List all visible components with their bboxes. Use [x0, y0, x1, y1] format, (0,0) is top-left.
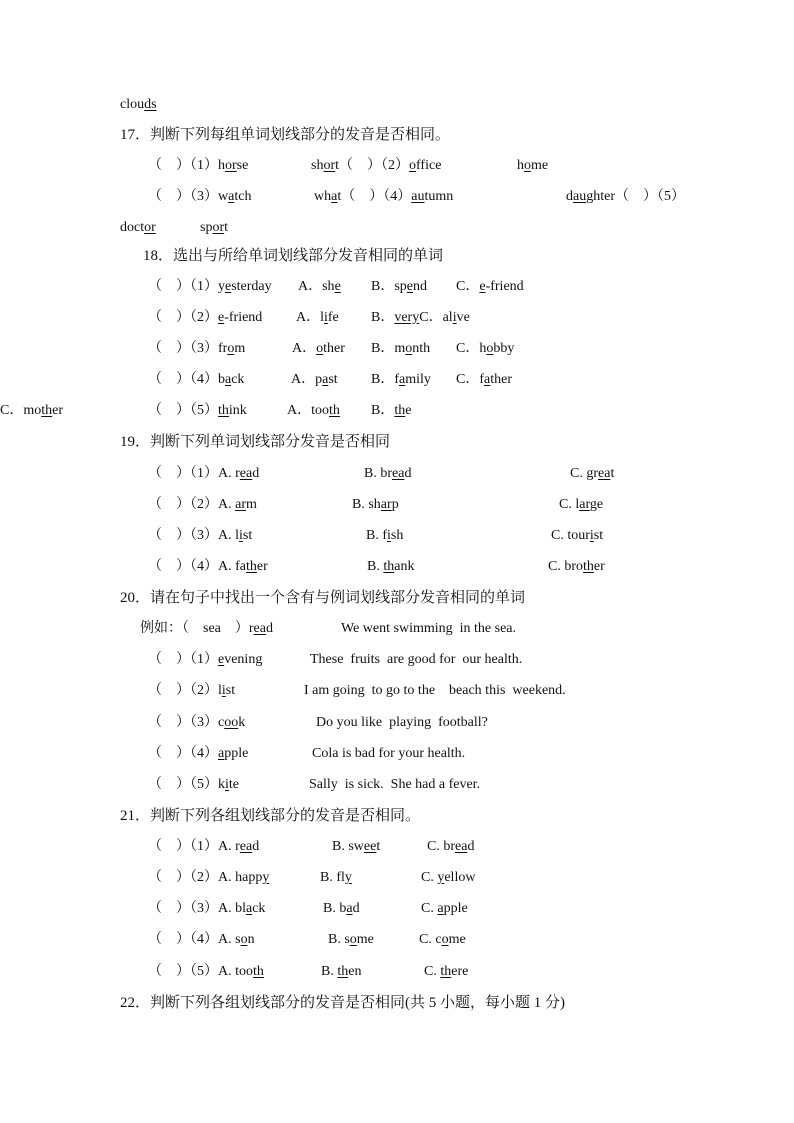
underlined-part: or	[225, 158, 237, 173]
text-part: （ ）（2）A.	[148, 497, 236, 512]
underlined-part: i	[221, 683, 226, 698]
text-part: w	[218, 189, 229, 204]
text-part: C.	[424, 964, 441, 979]
text-part: p	[391, 497, 399, 512]
option-2	[419, 930, 466, 950]
option-1	[321, 962, 361, 982]
option-2	[371, 370, 431, 390]
text-part: （ ）（4）	[148, 746, 218, 761]
text-part: （ ）（1）	[148, 652, 218, 667]
option-1	[341, 619, 516, 639]
text-part: （ ）（5）A. too	[148, 964, 253, 979]
underlined-part: th	[218, 403, 229, 418]
text-part: 19．判断下列单词划线部分发音是否相同	[120, 434, 391, 450]
line-lead	[148, 370, 244, 390]
text-part: pple	[443, 901, 468, 916]
underlined-part: th	[329, 403, 340, 418]
underlined-part: ar	[380, 497, 392, 512]
underlined-part: i	[589, 528, 594, 543]
option-2	[559, 495, 603, 515]
underlined-part: ea	[598, 466, 611, 481]
text-part: （ ）（4）A. s	[148, 932, 241, 947]
text-part: C．	[456, 279, 480, 294]
option-1	[296, 308, 339, 328]
underlined-part: oo	[224, 715, 239, 730]
text-part: ther	[490, 372, 512, 387]
text-part: ffice	[416, 158, 442, 173]
underlined-part: very	[394, 310, 420, 325]
text-part: d	[265, 621, 273, 636]
option-1	[316, 713, 488, 733]
text-part: ther	[323, 341, 345, 356]
text-part: Cola is bad for your health.	[312, 746, 466, 761]
underlined-part: a	[225, 372, 232, 387]
option-1	[364, 464, 411, 484]
underlined-part: ee	[363, 839, 377, 854]
text-part: C．h	[456, 341, 487, 356]
underlined-part: i	[324, 310, 328, 325]
text-part: C．mo	[0, 403, 42, 418]
line-lead	[148, 277, 272, 297]
text-part: These fruits are good for our health.	[310, 652, 523, 667]
text-part: C.	[421, 870, 438, 885]
underlined-part: e	[406, 279, 414, 294]
text-part: （ ）（5）	[614, 189, 685, 204]
text-part: C. c	[419, 932, 442, 947]
underlined-part: th	[383, 559, 395, 574]
underlined-part: a	[437, 901, 444, 916]
underlined-part: th	[246, 559, 257, 574]
underlined-part: ds	[144, 97, 157, 112]
text-part: ank	[394, 559, 415, 574]
text-part: d	[566, 189, 573, 204]
line-lead	[140, 619, 273, 639]
text-part: h	[517, 158, 524, 173]
text-part: t	[337, 189, 342, 204]
text-part: y	[218, 279, 225, 294]
text-part: 17．判断下列每组单词划线部分的发音是否相同。	[120, 127, 451, 143]
text-part: vening	[224, 652, 263, 667]
text-part: ck	[231, 372, 245, 387]
option-1	[298, 277, 341, 297]
line-lead	[148, 557, 268, 577]
line-lead	[148, 495, 257, 515]
text-part: h	[218, 158, 225, 173]
option-1	[310, 650, 522, 670]
underlined-part: or	[144, 220, 156, 235]
text-part: （ ）（5）	[148, 403, 218, 418]
underlined-part: th	[41, 403, 53, 418]
underlined-part: a	[218, 746, 225, 761]
option-1	[200, 218, 228, 238]
text-part: （ ）（1）	[148, 279, 218, 294]
text-part: （ ）（2）	[148, 310, 218, 325]
text-part: -friend	[224, 310, 263, 325]
text-part: A．too	[287, 403, 329, 418]
text-part: B．f	[371, 372, 399, 387]
text-part: B. sw	[332, 839, 364, 854]
text-part: ge	[589, 497, 604, 512]
option-2	[517, 156, 548, 176]
text-part: ellow	[444, 870, 476, 885]
text-part: （ ）（3）A. l	[148, 528, 239, 543]
underlined-part: ar	[579, 497, 590, 512]
text-part: C. tour	[551, 528, 590, 543]
text-part: d	[252, 839, 260, 854]
underlined-part: o	[441, 932, 449, 947]
option-2	[548, 557, 605, 577]
underlined-part: th	[253, 964, 264, 979]
text-part: t	[376, 839, 381, 854]
line-lead	[120, 218, 156, 238]
line-lead	[148, 837, 259, 857]
line-lead	[120, 125, 450, 145]
text-part: B．	[371, 403, 395, 418]
text-part: 22．判断下列各组划线部分的发音是否相同(共 5 小题，每小题 1 分)	[120, 995, 565, 1011]
text-part: （ ）（2）A. happ	[148, 870, 263, 885]
option-2	[566, 187, 685, 207]
text-part: bby	[493, 341, 515, 356]
option-3	[456, 277, 524, 297]
underlined-part: a	[346, 901, 353, 916]
text-part: （ ）（3）A. bl	[148, 901, 246, 916]
underlined-part: o	[227, 341, 235, 356]
text-part: m	[246, 497, 257, 512]
text-part: ve	[456, 310, 470, 325]
option-2	[371, 339, 430, 359]
option-1	[367, 557, 414, 577]
option-2	[551, 526, 603, 546]
line-lead	[148, 744, 248, 764]
text-part: -friend	[485, 279, 524, 294]
option-2	[371, 308, 470, 328]
option-2	[371, 277, 427, 297]
option-1	[366, 526, 403, 546]
text-part: pple	[224, 746, 249, 761]
text-part: （ ）（2）	[339, 158, 410, 173]
underlined-part: a	[331, 189, 338, 204]
text-part: t	[610, 466, 615, 481]
text-part: B. f	[366, 528, 387, 543]
option-1	[323, 899, 360, 919]
underlined-part: a	[228, 189, 235, 204]
text-part: st	[242, 528, 253, 543]
underlined-part: o	[316, 341, 324, 356]
line-lead	[148, 650, 262, 670]
underlined-part: au	[411, 189, 425, 204]
text-part: B. s	[328, 932, 350, 947]
underlined-part: ar	[235, 497, 247, 512]
underlined-part: o	[405, 341, 413, 356]
text-part: 21．判断下列各组划线部分的发音是否相同。	[120, 808, 421, 824]
underlined-part: th	[394, 403, 406, 418]
text-part: sh	[390, 528, 404, 543]
text-part: d	[352, 901, 360, 916]
text-part: se	[236, 158, 249, 173]
option-2	[421, 899, 468, 919]
option-1	[312, 744, 465, 764]
text-part: B．sp	[371, 279, 407, 294]
option-3	[456, 339, 514, 359]
line-lead	[148, 187, 251, 207]
underlined-part: ea	[239, 466, 253, 481]
line-lead	[148, 930, 255, 950]
text-part: 例如：（ sea ）r	[140, 621, 254, 636]
line-lead	[148, 775, 239, 795]
text-part: t	[335, 158, 340, 173]
text-part: sh	[311, 158, 324, 173]
line-lead	[120, 588, 525, 608]
text-part: k	[238, 715, 246, 730]
text-part: Do you like playing football?	[316, 715, 488, 730]
text-part: er	[593, 559, 605, 574]
line-lead	[148, 339, 245, 359]
option-1	[304, 681, 566, 701]
text-part: m	[234, 341, 246, 356]
text-part: B．m	[371, 341, 406, 356]
line-lead	[148, 464, 259, 484]
option-1	[292, 339, 345, 359]
text-part: nd	[413, 279, 428, 294]
underlined-part: i	[239, 528, 243, 543]
text-part: st	[225, 683, 236, 698]
underlined-part: e	[218, 652, 225, 667]
option-2	[570, 464, 614, 484]
text-part: ck	[252, 901, 266, 916]
underlined-part: o	[240, 932, 248, 947]
text-part: en	[348, 964, 362, 979]
text-part: fe	[327, 310, 339, 325]
line-lead	[120, 432, 390, 452]
text-part: （ ）（1）A. r	[148, 839, 240, 854]
text-part: （ ）（1）A. r	[148, 466, 240, 481]
underlined-part: y	[344, 870, 352, 885]
underlined-part: au	[573, 189, 587, 204]
option-2	[424, 962, 468, 982]
underlined-part: y	[437, 870, 445, 885]
option-2	[427, 837, 474, 857]
option-3	[0, 401, 63, 421]
underlined-part: a	[484, 372, 491, 387]
underlined-part: o	[349, 932, 357, 947]
text-part: st	[328, 372, 338, 387]
line-lead	[120, 95, 157, 115]
text-part: （ ）（4）A. fa	[148, 559, 246, 574]
text-part: A．l	[296, 310, 324, 325]
text-part: nth	[412, 341, 431, 356]
text-part: B．	[371, 310, 395, 325]
text-part: （ ）（4）	[341, 189, 412, 204]
text-part: d	[252, 466, 260, 481]
option-1	[328, 930, 374, 950]
underlined-part: th	[440, 964, 452, 979]
text-part: C．f	[456, 372, 484, 387]
line-lead	[148, 401, 247, 421]
text-part: d	[404, 466, 412, 481]
text-part: ink	[228, 403, 247, 418]
text-part: B. b	[323, 901, 347, 916]
text-part: B. fl	[320, 870, 345, 885]
text-part: B. br	[364, 466, 392, 481]
underlined-part: i	[387, 528, 391, 543]
text-part: （ ）（4）	[148, 372, 218, 387]
text-part: wh	[314, 189, 332, 204]
text-part: tch	[234, 189, 252, 204]
text-part: tumn	[424, 189, 454, 204]
text-part: clou	[120, 97, 145, 112]
underlined-part: or	[323, 158, 336, 173]
text-part: sterday	[231, 279, 272, 294]
text-part: C．al	[419, 310, 453, 325]
option-1	[309, 775, 480, 795]
text-part: e	[405, 403, 412, 418]
underlined-part: ea	[239, 839, 253, 854]
line-lead	[148, 156, 248, 176]
text-part: Sally is sick. She had a fever.	[309, 777, 481, 792]
line-lead	[148, 868, 269, 888]
text-part: （ ）（5）k	[148, 777, 225, 792]
text-part: A．sh	[298, 279, 335, 294]
text-part: C. gr	[570, 466, 598, 481]
text-part: te	[228, 777, 239, 792]
option-1	[314, 187, 453, 207]
text-part: fr	[218, 341, 228, 356]
option-1	[291, 370, 338, 390]
underlined-part: y	[262, 870, 270, 885]
underlined-part: o	[486, 341, 494, 356]
line-lead	[143, 246, 443, 266]
underlined-part: th	[583, 559, 594, 574]
underlined-part: ea	[392, 466, 405, 481]
underlined-part: e	[218, 310, 225, 325]
text-part: doct	[120, 220, 145, 235]
option-2	[421, 868, 475, 888]
option-2	[371, 401, 411, 421]
underlined-part: ea	[455, 839, 468, 854]
option-1	[287, 401, 340, 421]
underlined-part: i	[225, 777, 229, 792]
line-lead	[148, 526, 252, 546]
underlined-part: ea	[253, 621, 266, 636]
line-lead	[148, 713, 245, 733]
text-part: 18．选出与所给单词划线部分发音相同的单词	[143, 248, 444, 264]
text-part: ere	[451, 964, 469, 979]
option-1	[332, 837, 380, 857]
underlined-part: o	[524, 158, 531, 173]
text-part: A．	[292, 341, 317, 356]
text-part: er	[52, 403, 64, 418]
text-part: C. bro	[548, 559, 583, 574]
text-part: B.	[367, 559, 384, 574]
option-1	[352, 495, 399, 515]
line-lead	[148, 962, 264, 982]
text-part: B.	[321, 964, 338, 979]
text-part: mily	[405, 372, 431, 387]
option-1	[320, 868, 352, 888]
line-lead	[120, 993, 565, 1013]
underlined-part: or	[212, 220, 225, 235]
text-part: C. l	[559, 497, 580, 512]
text-part: st	[593, 528, 604, 543]
text-part: C.	[421, 901, 438, 916]
text-part: me	[356, 932, 374, 947]
text-part: （ ）（3）	[148, 341, 218, 356]
text-part: t	[224, 220, 229, 235]
text-part: B. sh	[352, 497, 381, 512]
text-part: ghter	[586, 189, 615, 204]
underlined-part: a	[399, 372, 406, 387]
text-part: （ ）（1）	[148, 158, 218, 173]
text-part: er	[256, 559, 268, 574]
line-lead	[120, 806, 420, 826]
text-part: b	[218, 372, 225, 387]
underlined-part: o	[409, 158, 417, 173]
underlined-part: i	[452, 310, 457, 325]
text-part: d	[467, 839, 475, 854]
text-part: C. br	[427, 839, 455, 854]
text-part: （ ）（3）c	[148, 715, 225, 730]
underlined-part: a	[322, 372, 329, 387]
option-1	[311, 156, 441, 176]
underlined-part: th	[337, 964, 349, 979]
text-part: I am going to go to the beach this weekend.	[304, 683, 566, 698]
line-lead	[148, 681, 235, 701]
text-part: We went swimming in the sea.	[341, 621, 517, 636]
option-3	[456, 370, 512, 390]
text-part: A．p	[291, 372, 323, 387]
text-part: （ ）（2）l	[148, 683, 222, 698]
text-part: me	[531, 158, 549, 173]
line-lead	[148, 899, 265, 919]
line-lead	[148, 308, 262, 328]
underlined-part: a	[246, 901, 253, 916]
underlined-part: e	[334, 279, 341, 294]
underlined-part: e	[225, 279, 232, 294]
text-part: n	[247, 932, 255, 947]
text-part: sp	[200, 220, 213, 235]
underlined-part: e	[479, 279, 486, 294]
text-part: me	[448, 932, 466, 947]
text-part: （ ）（3）	[148, 189, 218, 204]
text-part: 20．请在句子中找出一个含有与例词划线部分发音相同的单词	[120, 590, 526, 606]
